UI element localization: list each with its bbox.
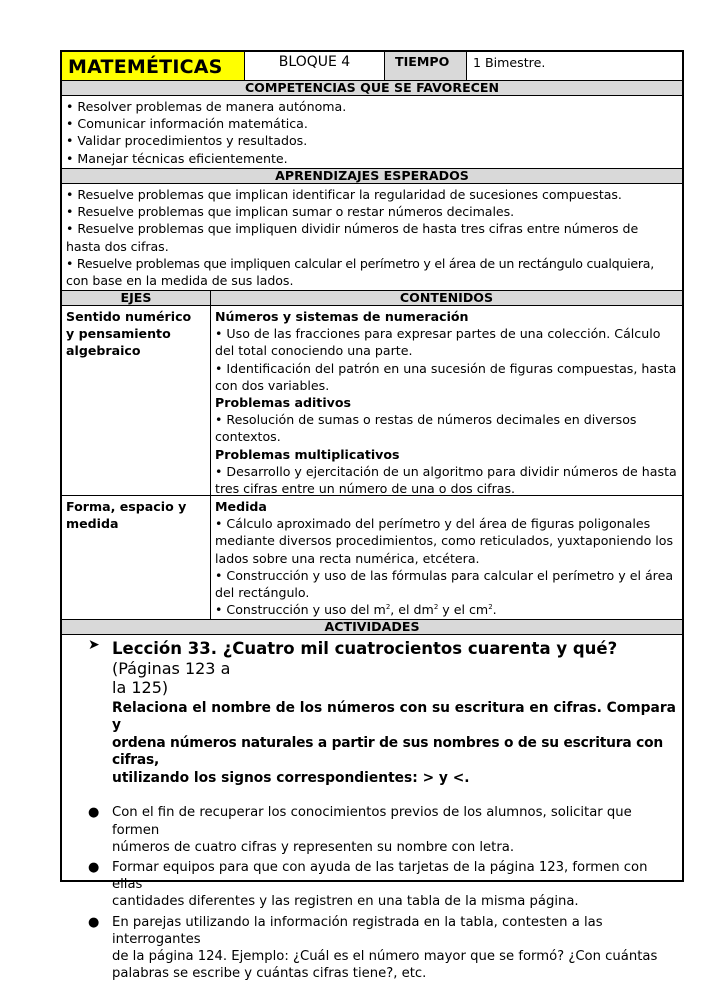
eje-content-cell — [210, 306, 682, 495]
content-line: lados sobre una recta numérica, etcétera. — [215, 550, 480, 566]
content-line: contextos. — [215, 429, 281, 445]
eje-name — [62, 306, 210, 360]
activity-line: números de cuatro cifras y representen su nombre con letra. — [112, 839, 515, 855]
eje-name-line: Forma, espacio y — [66, 499, 187, 514]
activity-line: Formar equipos para que con ayuda de las tarjetas de la página 123, formen con ellas — [112, 860, 648, 893]
content-line: • Identificación del patrón en una sucesión de figuras compuestas, hasta — [215, 360, 677, 376]
arrow-bullet-icon: ➤ — [88, 637, 100, 653]
content-text: y el cm — [438, 602, 489, 618]
aprendizajes-list — [62, 184, 682, 289]
competencias-title: COMPETENCIAS QUE SE FAVORECEN — [244, 80, 500, 95]
aprendizaje-line: • Resuelve problemas que implican identificar la regularidad de sucesiones compuestas. — [66, 187, 622, 202]
actividades-title: ACTIVIDADES — [324, 619, 420, 634]
ejes-header-cell — [62, 291, 210, 305]
eje-name-cell — [62, 306, 210, 495]
time-label: TIEMPO — [395, 54, 450, 69]
superscript: 2 — [385, 603, 391, 612]
eje-content-cell — [210, 496, 682, 619]
bullet-icon: ● — [88, 805, 100, 821]
lesson-title: Lección 33. ¿Cuatro mil cuatrocientos cuarenta y qué? — [112, 639, 618, 658]
content-line: con dos variables. — [215, 377, 330, 393]
eje-name — [62, 496, 210, 532]
content-subheading: Problemas multiplicativos — [215, 446, 400, 462]
lesson-pages: (Páginas 123 a — [112, 658, 231, 678]
content-text: • Construcción y uso del m — [215, 602, 386, 618]
content-subheading: Números y sistemas de numeración — [215, 309, 469, 324]
subject-title: MATEMÉTICAS — [68, 56, 223, 78]
contenidos-header: CONTENIDOS — [399, 290, 494, 305]
competencias-body — [62, 96, 682, 169]
content-line: del rectángulo. — [215, 585, 310, 601]
content-subheading: Medida — [215, 499, 267, 514]
contenidos-header-cell — [210, 291, 682, 305]
time-value-cell — [466, 52, 682, 80]
content-line: del total conociendo una parte. — [215, 343, 413, 359]
aprendizajes-title: APRENDIZAJES ESPERADOS — [275, 168, 469, 183]
superscript: 2 — [488, 603, 493, 612]
activity-line: cantidades diferentes y las registren en una tabla de la misma página. — [112, 894, 579, 910]
block-label: BLOQUE 4 — [278, 54, 351, 70]
objective-line: ordena números naturales a partir de sus nombres o de su escritura con cifras, — [112, 734, 663, 769]
activity-line: Con el fin de recuperar los conocimientos previos de los alumnos, solicitar que formen — [112, 805, 632, 838]
aprendizajes-body — [62, 184, 682, 291]
eje-content-list — [211, 306, 682, 497]
aprendizajes-header-row — [62, 169, 682, 184]
competencia-item: • Manejar técnicas eficientemente. — [66, 150, 288, 166]
ejes-header: EJES — [120, 290, 152, 305]
lesson-pages-cont: la 125) — [112, 678, 169, 697]
subject-cell — [62, 52, 244, 80]
competencias-header-row — [62, 81, 682, 96]
content-line: mediante diversos procedimientos, como reticulados, yuxtaponiendo los — [215, 533, 674, 549]
header-row — [62, 52, 682, 81]
activity-item — [62, 804, 682, 856]
ejes-contenidos-header-row — [62, 291, 682, 306]
aprendizaje-line: con base en la medida de sus lados. — [66, 273, 294, 289]
content-text: , el dm — [390, 602, 434, 618]
competencia-item: • Validar procedimientos y resultados. — [66, 133, 308, 149]
activity-line: En parejas utilizando la información registrada en la tabla, contesten a las interrogantes — [112, 914, 603, 947]
bullet-icon: ● — [88, 860, 100, 876]
time-value: 1 Bimestre. — [473, 55, 546, 70]
eje-name-line: Sentido numérico — [66, 309, 192, 324]
time-label-cell — [384, 52, 466, 80]
bullet-icon: ● — [88, 914, 100, 930]
competencia-item: • Comunicar información matemática. — [66, 116, 308, 132]
superscript: 2 — [433, 603, 439, 612]
content-text: . — [492, 602, 497, 618]
lesson-objective — [62, 698, 682, 788]
content-subheading: Problemas aditivos — [215, 395, 351, 411]
eje-content-list — [211, 496, 682, 618]
activity-line: palabras se escribe y cuántas cifras tiene?, etc. — [112, 966, 427, 982]
eje-name-line: y pensamiento — [66, 326, 171, 342]
activity-line: de la página 124. Ejemplo: ¿Cuál es el número mayor que se formó? ¿Con cuántas — [112, 949, 658, 965]
competencia-item: • Resolver problemas de manera autónoma. — [66, 99, 347, 114]
competencias-list — [62, 96, 682, 167]
lesson-plan-table — [60, 50, 684, 982]
aprendizaje-line: • Resuelve problemas que impliquen calcular el perímetro y el área de un rectángulo cualquiera, — [66, 255, 655, 271]
eje-name-cell — [62, 496, 210, 619]
eje-name-line: medida — [66, 516, 119, 532]
actividades-body — [62, 635, 682, 982]
lesson-heading — [62, 639, 682, 698]
actividades-header-row — [62, 620, 682, 635]
content-line: • Cálculo aproximado del perímetro y del área de figuras poligonales — [215, 516, 651, 532]
aprendizaje-line: • Resuelve problemas que implican sumar o restar números decimales. — [66, 204, 515, 220]
content-line — [215, 601, 678, 618]
content-line: • Resolución de sumas o restas de números decimales en diversos — [215, 412, 637, 428]
objective-line: utilizando los signos correspondientes: > y <. — [112, 769, 470, 786]
content-line: • Desarrollo y ejercitación de un algoritmo para dividir números de hasta — [215, 463, 677, 479]
block-cell — [244, 52, 384, 80]
content-line: • Construcción y uso de las fórmulas para calcular el perímetro y el área — [215, 567, 674, 583]
content-line: tres cifras entre un número de una o dos cifras. — [215, 481, 516, 497]
aprendizaje-line: • Resuelve problemas que impliquen dividir números de hasta tres cifras entre números de — [66, 221, 639, 237]
content-line: • Uso de las fracciones para expresar partes de una colección. Cálculo — [215, 326, 661, 342]
eje-row-forma-espacio — [62, 496, 682, 620]
eje-row-sentido-numerico — [62, 306, 682, 496]
aprendizaje-line: hasta dos cifras. — [66, 238, 169, 254]
objective-line: Relaciona el nombre de los números con su escritura en cifras. Compara y — [112, 699, 676, 734]
eje-name-line: algebraico — [66, 343, 141, 359]
activity-item — [62, 859, 682, 911]
activity-item — [62, 914, 682, 983]
activities-list — [62, 804, 682, 982]
